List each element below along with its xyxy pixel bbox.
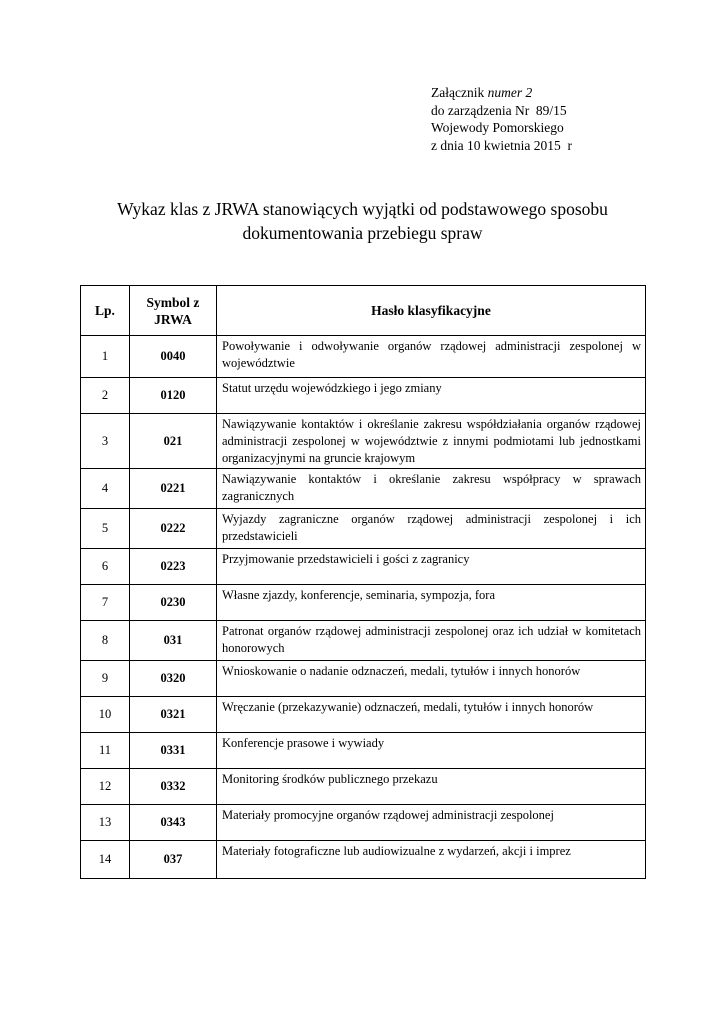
annex-header — [431, 84, 572, 154]
annex-line-4: z dnia 10 kwietnia 2015 r — [431, 137, 572, 153]
row-lp: 5 — [81, 509, 130, 549]
row-haslo-text: Powoływanie i odwoływanie organów rządowej administracji zespolonej w województwie — [222, 339, 641, 370]
table-row — [81, 469, 646, 509]
annex-line-1 — [431, 84, 572, 102]
row-lp: 9 — [81, 661, 130, 697]
row-lp: 11 — [81, 733, 130, 769]
row-haslo-text: Nawiązywanie kontaktów i określanie zakresu współpracy w sprawach zagranicznych — [222, 472, 641, 503]
table-row — [81, 378, 646, 414]
row-haslo — [217, 469, 646, 509]
row-haslo-text: Wręczanie (przekazywanie) odznaczeń, medali, tytułów i innych honorów — [222, 700, 594, 714]
row-symbol: 037 — [130, 841, 217, 879]
row-lp: 14 — [81, 841, 130, 879]
table-row — [81, 414, 646, 469]
table-row — [81, 769, 646, 805]
row-symbol: 0332 — [130, 769, 217, 805]
row-haslo — [217, 509, 646, 549]
title-line-2: dokumentowania przebiegu spraw — [242, 223, 483, 243]
row-lp: 4 — [81, 469, 130, 509]
row-haslo-text: Nawiązywanie kontaktów i określanie zakresu współdziałania organów rządowej administracji zespolonej w województwie z innymi podmiotami lub jednostkami organizacyjnymi na gruncie krajowym — [222, 417, 641, 465]
row-haslo-text: Materiały fotograficzne lub audiowizualne z wydarzeń, akcji i imprez — [222, 844, 571, 858]
header-symbol-line-2: JRWA — [154, 311, 192, 327]
row-haslo — [217, 414, 646, 469]
row-haslo-text: Materiały promocyjne organów rządowej administracji zespolonej — [222, 808, 554, 822]
row-haslo-text: Wyjazdy zagraniczne organów rządowej administracji zespolonej i ich przedstawicieli — [222, 512, 641, 543]
row-lp: 3 — [81, 414, 130, 469]
annex-line-2: do zarządzenia Nr 89/15 — [431, 102, 567, 118]
row-lp: 6 — [81, 549, 130, 585]
table-row — [81, 585, 646, 621]
table-row — [81, 805, 646, 841]
row-symbol: 0331 — [130, 733, 217, 769]
row-haslo — [217, 661, 646, 697]
row-symbol: 0221 — [130, 469, 217, 509]
title-line-1: Wykaz klas z JRWA stanowiących wyjątki od podstawowego sposobu — [117, 199, 608, 219]
row-lp: 7 — [81, 585, 130, 621]
row-symbol: 031 — [130, 621, 217, 661]
row-haslo-text: Statut urzędu wojewódzkiego i jego zmiany — [222, 381, 442, 395]
row-haslo — [217, 805, 646, 841]
table-row — [81, 336, 646, 378]
header-symbol-line-1: Symbol z — [146, 294, 200, 310]
table-row — [81, 697, 646, 733]
row-lp: 8 — [81, 621, 130, 661]
row-symbol: 0222 — [130, 509, 217, 549]
row-haslo-text: Własne zjazdy, konferencje, seminaria, sympozja, fora — [222, 588, 496, 602]
table-header-row — [81, 286, 646, 336]
table-row — [81, 841, 646, 879]
row-symbol: 0320 — [130, 661, 217, 697]
row-lp: 1 — [81, 336, 130, 378]
row-haslo — [217, 841, 646, 879]
row-haslo-text: Monitoring środków publicznego przekazu — [222, 772, 438, 786]
row-haslo — [217, 585, 646, 621]
row-symbol: 0223 — [130, 549, 217, 585]
header-symbol — [130, 286, 217, 336]
row-symbol: 021 — [130, 414, 217, 469]
annex-line-3: Wojewody Pomorskiego — [431, 120, 564, 135]
annex-number: numer 2 — [487, 85, 533, 100]
row-symbol: 0230 — [130, 585, 217, 621]
row-haslo — [217, 549, 646, 585]
row-symbol: 0040 — [130, 336, 217, 378]
row-lp: 10 — [81, 697, 130, 733]
row-haslo-text: Patronat organów rządowej administracji zespolonej oraz ich udział w komitetach honorowych — [222, 624, 641, 655]
table-row — [81, 509, 646, 549]
row-haslo-text: Przyjmowanie przedstawicieli i gości z zagranicy — [222, 552, 470, 566]
table-row — [81, 733, 646, 769]
row-haslo — [217, 769, 646, 805]
row-haslo — [217, 378, 646, 414]
header-haslo: Hasło klasyfikacyjne — [217, 286, 646, 336]
row-lp: 2 — [81, 378, 130, 414]
table-row — [81, 661, 646, 697]
row-haslo — [217, 733, 646, 769]
row-symbol: 0120 — [130, 378, 217, 414]
row-haslo-text: Wnioskowanie o nadanie odznaczeń, medali, tytułów i innych honorów — [222, 664, 581, 678]
row-symbol: 0321 — [130, 697, 217, 733]
row-haslo-text: Konferencje prasowe i wywiady — [222, 736, 385, 750]
table-row — [81, 549, 646, 585]
row-haslo — [217, 336, 646, 378]
document-title — [60, 197, 665, 245]
row-symbol: 0343 — [130, 805, 217, 841]
header-lp: Lp. — [81, 286, 130, 336]
annex-label: Załącznik — [431, 85, 488, 100]
row-lp: 12 — [81, 769, 130, 805]
row-lp: 13 — [81, 805, 130, 841]
row-haslo — [217, 621, 646, 661]
jrwa-classes-table — [80, 285, 646, 879]
table-row — [81, 621, 646, 661]
row-haslo — [217, 697, 646, 733]
